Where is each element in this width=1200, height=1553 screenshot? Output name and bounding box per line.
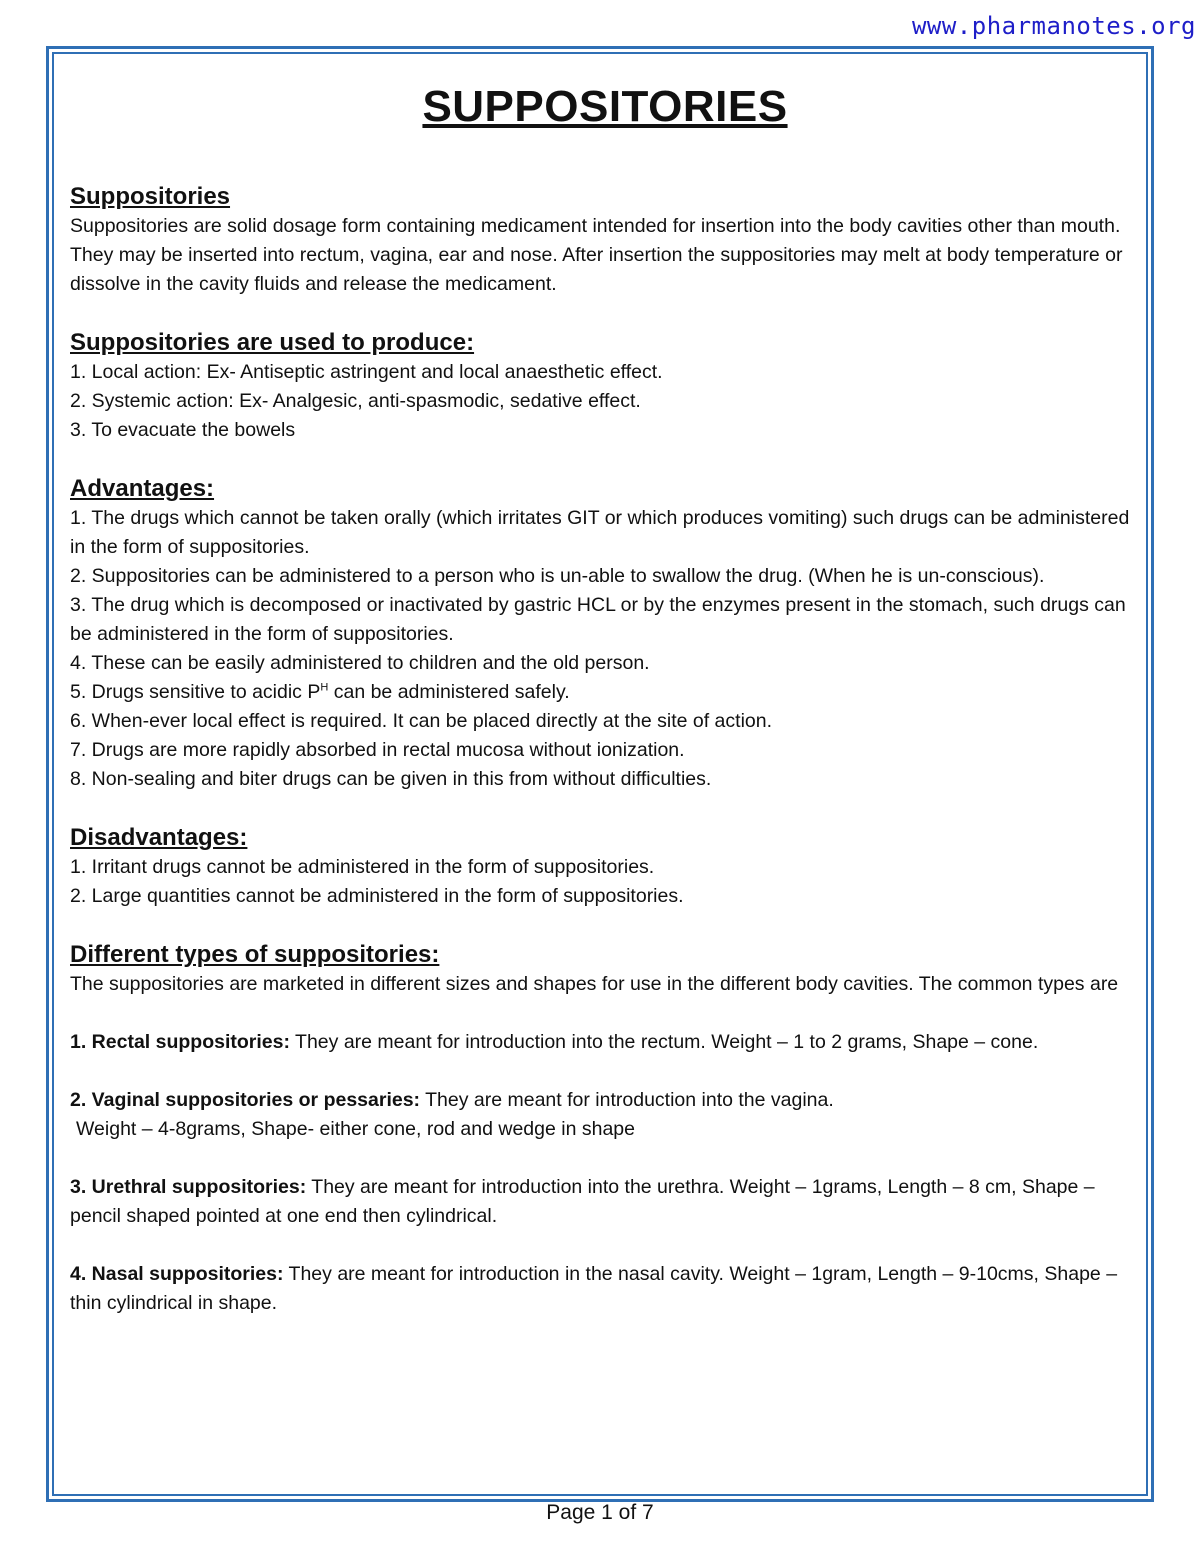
type-text: They are meant for introduction into the rectum. Weight – 1 to 2 grams, Shape – cone.	[289, 1031, 1039, 1053]
list-item: 2. Suppositories can be administered to a person who is un-able to swallow the drug. (When he is un-conscious).	[70, 565, 1045, 587]
type-item-vaginal-detail: Weight – 4-8grams, Shape- either cone, rod and wedge in shape	[76, 1118, 635, 1140]
section-heading: Disadvantages:	[70, 824, 248, 851]
document-body	[70, 80, 1140, 1318]
list-item: 1. Local action: Ex- Antiseptic astringent and local anaesthetic effect.	[70, 361, 663, 383]
type-label: 4. Nasal suppositories:	[70, 1263, 284, 1285]
section-types	[70, 940, 1140, 1318]
section-uses	[70, 328, 1140, 445]
section-heading: Different types of suppositories:	[70, 941, 440, 968]
website-url[interactable]: www.pharmanotes.org	[911, 12, 1196, 40]
section-suppositories	[70, 182, 1140, 299]
list-item: 1. The drugs which cannot be taken orally (which irritates GIT or which produces vomiting) such drugs can be administered in the form of suppositories.	[70, 507, 1130, 558]
page-number: Page 1 of 7	[546, 1501, 654, 1524]
superscript: H	[320, 681, 329, 694]
type-label: 3. Urethral suppositories:	[70, 1176, 307, 1198]
type-label: 2. Vaginal suppositories or pessaries:	[70, 1089, 421, 1111]
type-text: They are meant for introduction into the urethra. Weight – 1grams, Length – 8 cm, Shape – pencil shaped pointed at one end then cylindrical.	[70, 1176, 1095, 1227]
type-item-nasal	[70, 1260, 1140, 1318]
section-disadvantages	[70, 823, 1140, 911]
paragraph: The suppositories are marketed in different sizes and shapes for use in the different body cavities. The common types are	[70, 973, 1119, 995]
list-item: 1. Irritant drugs cannot be administered in the form of suppositories.	[70, 856, 655, 878]
list-item	[70, 678, 1140, 707]
section-heading: Advantages:	[70, 475, 215, 502]
list-item: 2. Large quantities cannot be administered in the form of suppositories.	[70, 885, 684, 907]
list-item: 8. Non-sealing and biter drugs can be given in this from without difficulties.	[70, 768, 712, 790]
list-item: 3. The drug which is decomposed or inactivated by gastric HCL or by the enzymes present in the stomach, such drugs can be administered in the form of suppositories.	[70, 594, 1126, 645]
type-label: 1. Rectal suppositories:	[70, 1031, 290, 1053]
section-advantages	[70, 474, 1140, 794]
section-heading: Suppositories	[70, 183, 231, 210]
type-item-urethral	[70, 1173, 1140, 1231]
list-item: 7. Drugs are more rapidly absorbed in rectal mucosa without ionization.	[70, 739, 685, 761]
list-item-text: can be administered safely.	[328, 681, 570, 703]
paragraph: Suppositories are solid dosage form containing medicament intended for insertion into the body cavities other than mouth. They may be inserted into rectum, vagina, ear and nose. After insertion the suppositories may melt at body temperature or dissolve in the cavity fluids and release the medicament.	[70, 215, 1123, 295]
type-item-vaginal	[70, 1086, 1140, 1115]
list-item: 4. These can be easily administered to children and the old person.	[70, 652, 650, 674]
list-item: 6. When-ever local effect is required. It can be placed directly at the site of action.	[70, 710, 773, 732]
list-item: 3. To evacuate the bowels	[70, 419, 296, 441]
list-item-text: 5. Drugs sensitive to acidic P	[70, 681, 321, 703]
section-heading: Suppositories are used to produce:	[70, 329, 475, 356]
type-text: They are meant for introduction into the vagina.	[420, 1089, 834, 1111]
list-item: 2. Systemic action: Ex- Analgesic, anti-spasmodic, sedative effect.	[70, 390, 641, 412]
document-title: SUPPOSITORIES	[422, 82, 788, 131]
type-item-rectal	[70, 1028, 1140, 1057]
type-text: They are meant for introduction in the nasal cavity. Weight – 1gram, Length – 9-10cms, Shape – thin cylindrical in shape.	[70, 1263, 1118, 1314]
